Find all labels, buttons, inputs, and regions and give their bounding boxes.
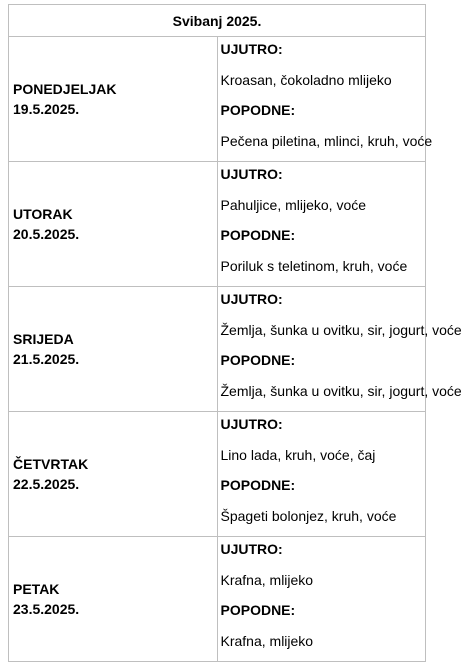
day-name: ČETVRTAK (13, 456, 89, 472)
day-date: 20.5.2025. (13, 226, 80, 242)
day-row-thursday (9, 412, 426, 537)
day-name: PONEDJELJAK (13, 81, 117, 97)
day-date: 23.5.2025. (13, 601, 80, 617)
day-cell (9, 162, 218, 287)
day-cell (9, 37, 218, 162)
morning-meal: Žemlja, šunka u ovitku, sir, jogurt, voće (220, 321, 462, 338)
afternoon-meal: Krafna, mlijeko (220, 632, 314, 649)
morning-label: UJUTRO: (220, 541, 283, 557)
afternoon-label: POPODNE: (220, 102, 296, 118)
day-row-monday (9, 37, 426, 162)
morning-meal: Lino lada, kruh, voće, čaj (220, 446, 376, 463)
morning-label: UJUTRO: (220, 416, 283, 432)
morning-label: UJUTRO: (220, 166, 283, 182)
afternoon-label: POPODNE: (220, 352, 296, 368)
day-row-wednesday (9, 287, 426, 412)
afternoon-meal: Špageti bolonjez, kruh, voće (220, 507, 397, 524)
day-name: SRIJEDA (13, 331, 74, 347)
meals-cell (217, 162, 426, 287)
afternoon-label: POPODNE: (220, 477, 296, 493)
month-title: Svibanj 2025. (9, 5, 426, 37)
afternoon-meal: Poriluk s teletinom, kruh, voće (220, 257, 408, 274)
day-row-tuesday (9, 162, 426, 287)
day-date: 22.5.2025. (13, 476, 80, 492)
day-cell (9, 537, 218, 662)
day-row-friday (9, 537, 426, 662)
meals-cell (217, 287, 462, 412)
day-date: 21.5.2025. (13, 351, 80, 367)
day-date: 19.5.2025. (13, 101, 80, 117)
morning-label: UJUTRO: (220, 291, 283, 307)
afternoon-meal: Pečena piletina, mlinci, kruh, voće (220, 132, 433, 149)
morning-meal: Pahuljice, mlijeko, voće (220, 196, 367, 213)
afternoon-meal: Žemlja, šunka u ovitku, sir, jogurt, voće (220, 382, 462, 399)
meals-cell (217, 412, 426, 537)
day-name: UTORAK (13, 206, 73, 222)
day-cell (9, 412, 218, 537)
morning-meal: Kroasan, čokoladno mlijeko (220, 71, 392, 88)
afternoon-label: POPODNE: (220, 227, 296, 243)
day-name: PETAK (13, 581, 60, 597)
day-cell (9, 287, 218, 412)
meals-cell (217, 537, 426, 662)
morning-label: UJUTRO: (220, 41, 283, 57)
menu-table (8, 4, 462, 662)
title-row (9, 5, 426, 37)
morning-meal: Krafna, mlijeko (220, 571, 314, 588)
meals-cell (217, 37, 433, 162)
afternoon-label: POPODNE: (220, 602, 296, 618)
